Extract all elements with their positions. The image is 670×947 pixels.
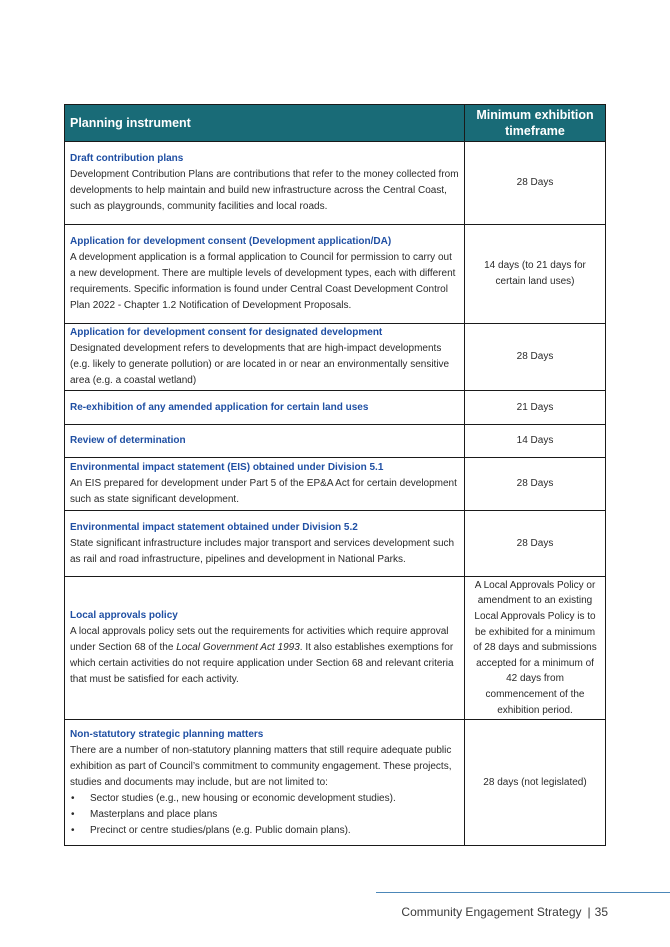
table-row	[65, 391, 606, 425]
row-description: Development Contribution Plans are contributions that refer to the money collected from developments to help maintain and build new infrastructure across the Central Coast, such as playgrounds, community facilities and local roads.	[70, 169, 459, 212]
row-title: Review of determination	[70, 435, 186, 446]
row-description: A development application is a formal application to Council for permission to carry out a new development. There are multiple levels of development types, each with different requirements. Specific information is found under Central Coast Development Control Plan 2022 - Chapter 1.2 Notification of Development Proposals.	[70, 252, 456, 311]
list-item: • Sector studies (e.g., new housing or economic development studies).	[70, 791, 460, 807]
table-row	[65, 458, 606, 511]
header-planning-instrument: Planning instrument	[65, 105, 465, 142]
timeframe-cell: 21 Days	[465, 391, 606, 425]
footer-rule	[376, 892, 670, 893]
table-row	[65, 511, 606, 577]
row-description-start: A local approvals policy sets out the requirements for activities which require approval under Section 68 of the	[70, 626, 449, 653]
row-title: Environmental impact statement obtained under Division 5.2	[70, 521, 358, 533]
act-name: Local Government Act 1993	[176, 642, 300, 653]
row-title: Local approvals policy	[70, 610, 178, 621]
page-footer	[401, 905, 608, 919]
list-item: • Masterplans and place plans	[70, 807, 460, 823]
timeframe-cell: 14 Days	[465, 425, 606, 458]
timeframe-cell: 28 Days	[465, 324, 606, 391]
timeframe-cell: A Local Approvals Policy or amendment to an existing Local Approvals Policy is to be exhibited for a minimum of 28 days and submissions accepted for a minimum of 42 days from commencement of the exhibition period.	[465, 577, 606, 720]
table-row	[65, 425, 606, 458]
planning-instrument-cell	[65, 577, 465, 720]
table-row	[65, 577, 606, 720]
timeframe-cell: 28 Days	[465, 511, 606, 577]
timeframe-cell: 14 days (to 21 days for certain land uses)	[465, 225, 606, 324]
row-title: Application for development consent (Development application/DA)	[70, 236, 392, 247]
bullet-list	[70, 791, 460, 839]
table-row	[65, 225, 606, 324]
planning-exhibition-table	[64, 104, 606, 846]
row-description: State significant infrastructure includes major transport and services development such as rail and road infrastructure, pipelines and development in National Parks.	[70, 537, 455, 565]
row-description: An EIS prepared for development under Part 5 of the EP&A Act for certain development such as state significant development.	[70, 478, 457, 505]
row-description-end: . It also establishes exemptions for which certain activities do not require application under Section 68 and relevant criteria that must be satisfied for each activity.	[70, 642, 454, 685]
table-row	[65, 142, 606, 225]
timeframe-cell: 28 days (not legislated)	[465, 720, 606, 846]
planning-instrument-cell	[65, 391, 465, 425]
footer-separator: |	[587, 905, 591, 919]
row-title: Draft contribution plans	[70, 153, 184, 164]
planning-instrument-cell	[65, 225, 465, 324]
planning-instrument-cell	[65, 720, 465, 846]
timeframe-cell: 28 Days	[465, 142, 606, 225]
page-number: 35	[594, 905, 608, 919]
footer-document-title: Community Engagement Strategy	[401, 905, 582, 919]
row-description: There are a number of non-statutory planning matters that still require adequate public exhibition as part of Council’s commitment to community engagement. These projects, studies and documents may include, but are not limited to:	[70, 744, 452, 788]
planning-instrument-cell	[65, 324, 465, 391]
timeframe-cell: 28 Days	[465, 458, 606, 511]
planning-instrument-cell	[65, 142, 465, 225]
planning-instrument-cell	[65, 425, 465, 458]
header-minimum-exhibition-timeframe: Minimum exhibition timeframe	[465, 105, 606, 142]
row-title: Non-statutory strategic planning matters	[70, 728, 264, 740]
table-header-row	[65, 105, 606, 142]
row-title: Re-exhibition of any amended application for certain land uses	[70, 401, 369, 413]
table-row	[65, 720, 606, 846]
row-title: Environmental impact statement (EIS) obtained under Division 5.1	[70, 462, 384, 473]
row-title: Application for development consent for designated development	[70, 327, 383, 338]
list-item: • Precinct or centre studies/plans (e.g. Public domain plans).	[70, 823, 460, 839]
planning-instrument-cell	[65, 511, 465, 577]
table-row	[65, 324, 606, 391]
planning-instrument-cell	[65, 458, 465, 511]
row-description: Designated development refers to developments that are high-impact developments (e.g. likely to generate pollution) or are located in or near an environmentally sensitive area (e.g. a coastal wetland)	[70, 343, 450, 386]
